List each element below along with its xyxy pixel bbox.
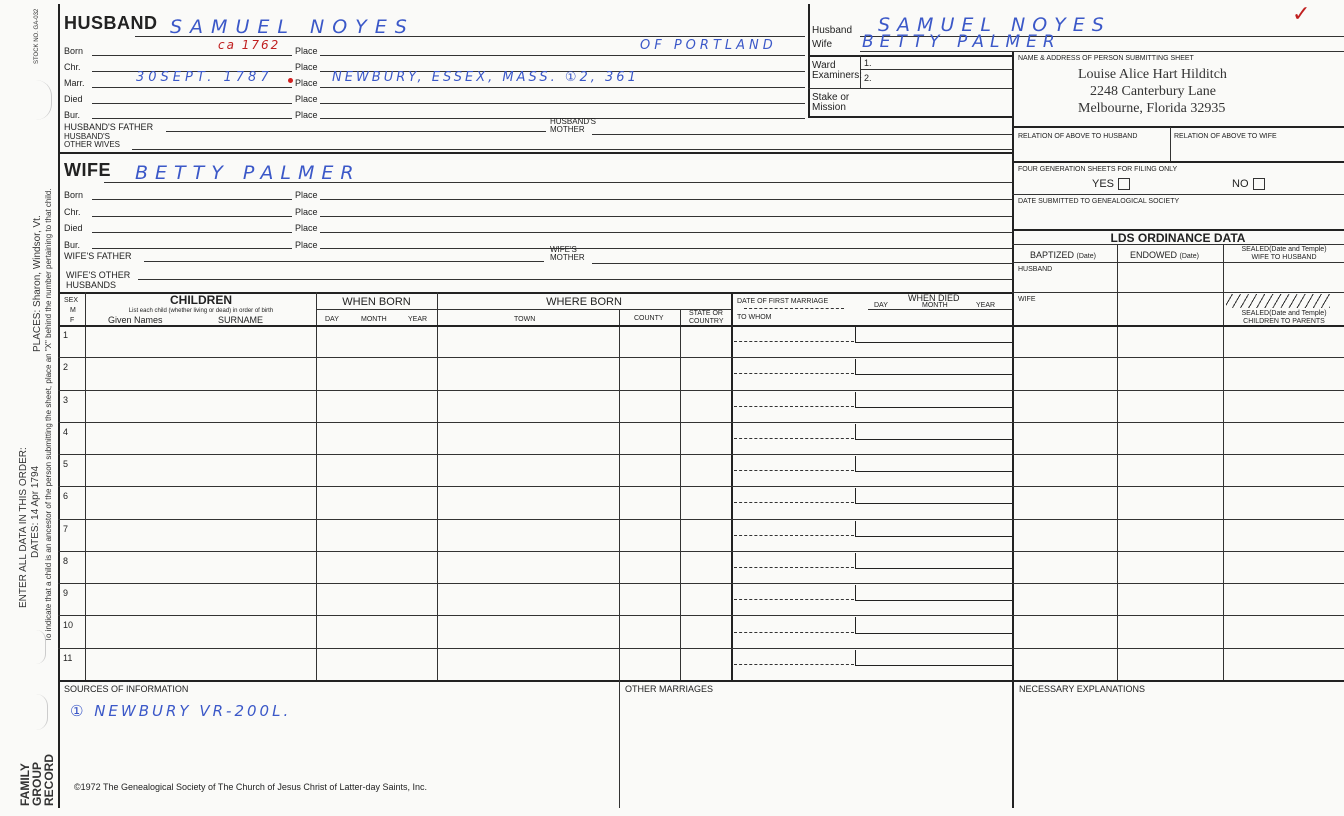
state-header-2: COUNTRY (689, 318, 724, 325)
wife-father-label: WIFE'S FATHER (64, 251, 132, 261)
to-whom-header: TO WHOM (737, 314, 772, 321)
relation-husband: RELATION OF ABOVE TO HUSBAND (1018, 133, 1138, 140)
row-number: 3 (63, 394, 69, 405)
table-row[interactable] (58, 615, 1012, 647)
wife-born-label: Born (64, 190, 84, 200)
examiner-1: 1. (864, 58, 872, 68)
row-number: 8 (63, 555, 69, 566)
husband-heading: HUSBAND (64, 13, 158, 33)
stake-label-2: Mission (812, 102, 846, 113)
child-instruction: To indicate that a child is an ancestor of the person submitting the sheet, place an "X" behind the number pertaining to that child. (44, 188, 53, 642)
row-number: 1 (63, 330, 69, 340)
submitter-name: Louise Alice Hart Hilditch (1078, 67, 1227, 82)
ref-wife-name: BETTY PALMER (862, 32, 1061, 52)
submitter-street: 2248 Canterbury Lane (1090, 84, 1216, 99)
copyright: ©1972 The Genealogical Society of The Church of Jesus Christ of Latter-day Saints, Inc. (74, 782, 427, 792)
first-marriage-header: DATE OF FIRST MARRIAGE (737, 298, 829, 305)
died-day-header: DAY (874, 302, 888, 309)
form-title-1: FAMILY (18, 763, 32, 806)
four-gen-label: FOUR GENERATION SHEETS FOR FILING ONLY (1018, 166, 1178, 173)
husband-chr-label: Chr. (64, 62, 81, 72)
submitter-city: Melbourne, Florida 32935 (1078, 101, 1226, 116)
husband-bur-place-label: Place (295, 110, 318, 120)
row-number: 9 (63, 588, 69, 599)
sex-f: F (70, 317, 75, 324)
husband-other-wives-2: OTHER WIVES (64, 140, 121, 149)
wife-heading: WIFE (64, 160, 111, 180)
lds-title: LDS ORDINANCE DATA (1110, 231, 1246, 245)
husband-bur-label: Bur. (64, 110, 81, 120)
given-names-header: Given Names (108, 315, 163, 325)
examiners-label: Examiners: (812, 70, 863, 81)
wife-other-husbands-1: WIFE'S OTHER (66, 270, 131, 280)
children-header: CHILDREN (170, 293, 232, 307)
hatched-cell (1226, 294, 1330, 308)
husband-born-place-label: Place (295, 46, 318, 56)
punch-hole-mid (36, 630, 46, 664)
yes-checkbox[interactable] (1118, 178, 1130, 190)
stake-label-1: Stake or (812, 92, 850, 103)
lds-wife-label: WIFE (1018, 296, 1036, 303)
row-number: 10 (63, 620, 74, 631)
county-header: COUNTY (634, 315, 664, 322)
lds-husband-label: HUSBAND (1018, 266, 1053, 273)
no-checkbox[interactable] (1253, 178, 1265, 190)
sex-header: SEX (64, 297, 79, 304)
ref-husband-label: Husband (812, 25, 853, 36)
table-row[interactable] (58, 454, 1012, 486)
four-gen-yes[interactable] (1092, 178, 1130, 190)
husband-marr-date: 30SEPT. 1787 (136, 70, 273, 85)
row-number: 7 (63, 523, 69, 534)
when-died-header: WHEN DIED (908, 293, 960, 303)
ref-wife-label: Wife (812, 39, 832, 50)
husband-born-date: ca 1762 (218, 38, 281, 52)
when-born-header: WHEN BORN (342, 296, 411, 308)
children-note: List each child (whether living or dead) in order of birth (128, 308, 274, 314)
relation-wife: RELATION OF ABOVE TO WIFE (1174, 133, 1277, 140)
where-born-header: WHERE BORN (546, 296, 622, 308)
died-year-header: YEAR (976, 302, 996, 309)
wife-died-place-label: Place (295, 223, 318, 233)
lds-sealed-children-1: SEALED(Date and Temple) (1241, 310, 1327, 317)
husband-mother-label-2: MOTHER (550, 125, 585, 134)
table-row[interactable] (58, 390, 1012, 422)
wife-bur-place-label: Place (295, 240, 318, 250)
table-row[interactable] (58, 325, 1012, 357)
died-month-header: MONTH (922, 302, 948, 309)
four-gen-no[interactable] (1232, 178, 1265, 190)
wife-mother-label-2: MOTHER (550, 253, 585, 262)
no-label: NO (1232, 177, 1249, 190)
husband-mother-label-1: HUSBAND'S (550, 117, 596, 126)
row-number: 4 (63, 426, 69, 437)
examiner-2: 2. (864, 73, 872, 83)
husband-name: SAMUEL NOYES (170, 16, 415, 38)
red-dot (288, 78, 293, 83)
lds-sealed-wife-1: SEALED(Date and Temple) (1241, 246, 1327, 253)
husband-other-wives-1: HUSBAND'S (64, 132, 110, 141)
wife-chr-place-label: Place (295, 207, 318, 217)
enter-all-note: ENTER ALL DATA IN THIS ORDER: (18, 447, 29, 608)
table-row[interactable] (58, 648, 1012, 680)
wife-died-label: Died (64, 223, 83, 233)
ref-husband-name: SAMUEL NOYES (878, 14, 1111, 36)
sources-label: SOURCES OF INFORMATION (64, 684, 189, 694)
table-row[interactable] (58, 422, 1012, 454)
table-row[interactable] (58, 357, 1012, 389)
check-mark: ✓ (1292, 2, 1315, 27)
ward-label: Ward (812, 60, 836, 71)
lds-endowed (1130, 250, 1199, 261)
lds-sealed-children-2: CHILDREN TO PARENTS (1243, 318, 1325, 325)
husband-died-place-label: Place (295, 94, 318, 104)
wife-born-place-label: Place (295, 190, 318, 200)
born-year-header: YEAR (408, 316, 428, 323)
baptized-date-label: (Date) (1076, 253, 1096, 260)
wife-other-husbands-2: HUSBANDS (66, 280, 117, 290)
places-note: PLACES: Sharon, Windsor, Vt. (32, 215, 43, 352)
surname-header: SURNAME (218, 315, 264, 325)
table-row[interactable] (58, 519, 1012, 551)
row-number: 6 (63, 491, 69, 502)
husband-born-place: OF PORTLAND (640, 38, 777, 53)
punch-hole-top (36, 80, 52, 120)
explanations-label: NECESSARY EXPLANATIONS (1019, 684, 1146, 694)
state-header-1: STATE OR (689, 310, 723, 317)
lds-sealed-wife-2: WIFE TO HUSBAND (1251, 254, 1317, 261)
table-row[interactable] (58, 551, 1012, 583)
lds-baptized (1030, 250, 1096, 261)
row-number: 2 (63, 362, 69, 373)
table-row[interactable] (58, 486, 1012, 518)
submitter-label: NAME & ADDRESS OF PERSON SUBMITTING SHEET (1018, 55, 1194, 62)
row-number: 5 (63, 459, 69, 470)
sources-value: ① NEWBURY VR-200L. (70, 702, 292, 720)
wife-mother-label-1: WIFE'S (550, 245, 577, 254)
form-title-3: RECORD (42, 753, 56, 806)
endowed-date-label: (Date) (1179, 253, 1199, 260)
husband-marr-label: Marr. (64, 78, 85, 88)
punch-hole-bottom (36, 694, 48, 730)
husband-marr-place: NEWBURY, ESSEX, MASS. ①2, 361 (332, 70, 639, 85)
town-header: TOWN (514, 316, 536, 323)
date-submitted-label: DATE SUBMITTED TO GENEALOGICAL SOCIETY (1018, 198, 1180, 205)
baptized-label: BAPTIZED (1030, 250, 1075, 260)
dates-note: DATES: 14 Apr 1794 (30, 465, 41, 558)
stock-number: STOCK NO. GA-032 (34, 8, 40, 64)
husband-marr-place-label: Place (295, 78, 318, 88)
born-month-header: MONTH (361, 316, 387, 323)
born-day-header: DAY (325, 316, 339, 323)
endowed-label: ENDOWED (1130, 250, 1177, 260)
form-title-2: GROUP (30, 761, 44, 806)
row-number: 11 (63, 652, 73, 663)
yes-label: YES (1092, 177, 1115, 190)
wife-name: BETTY PALMER (135, 162, 361, 184)
husband-died-label: Died (64, 94, 83, 104)
wife-chr-label: Chr. (64, 207, 81, 217)
other-marriages-label: OTHER MARRIAGES (625, 684, 714, 694)
table-row[interactable] (58, 583, 1012, 615)
sex-m: M (70, 307, 76, 314)
husband-father-label: HUSBAND'S FATHER (64, 122, 154, 132)
husband-chr-place-label: Place (295, 62, 318, 72)
wife-bur-label: Bur. (64, 240, 81, 250)
husband-born-label: Born (64, 46, 84, 56)
